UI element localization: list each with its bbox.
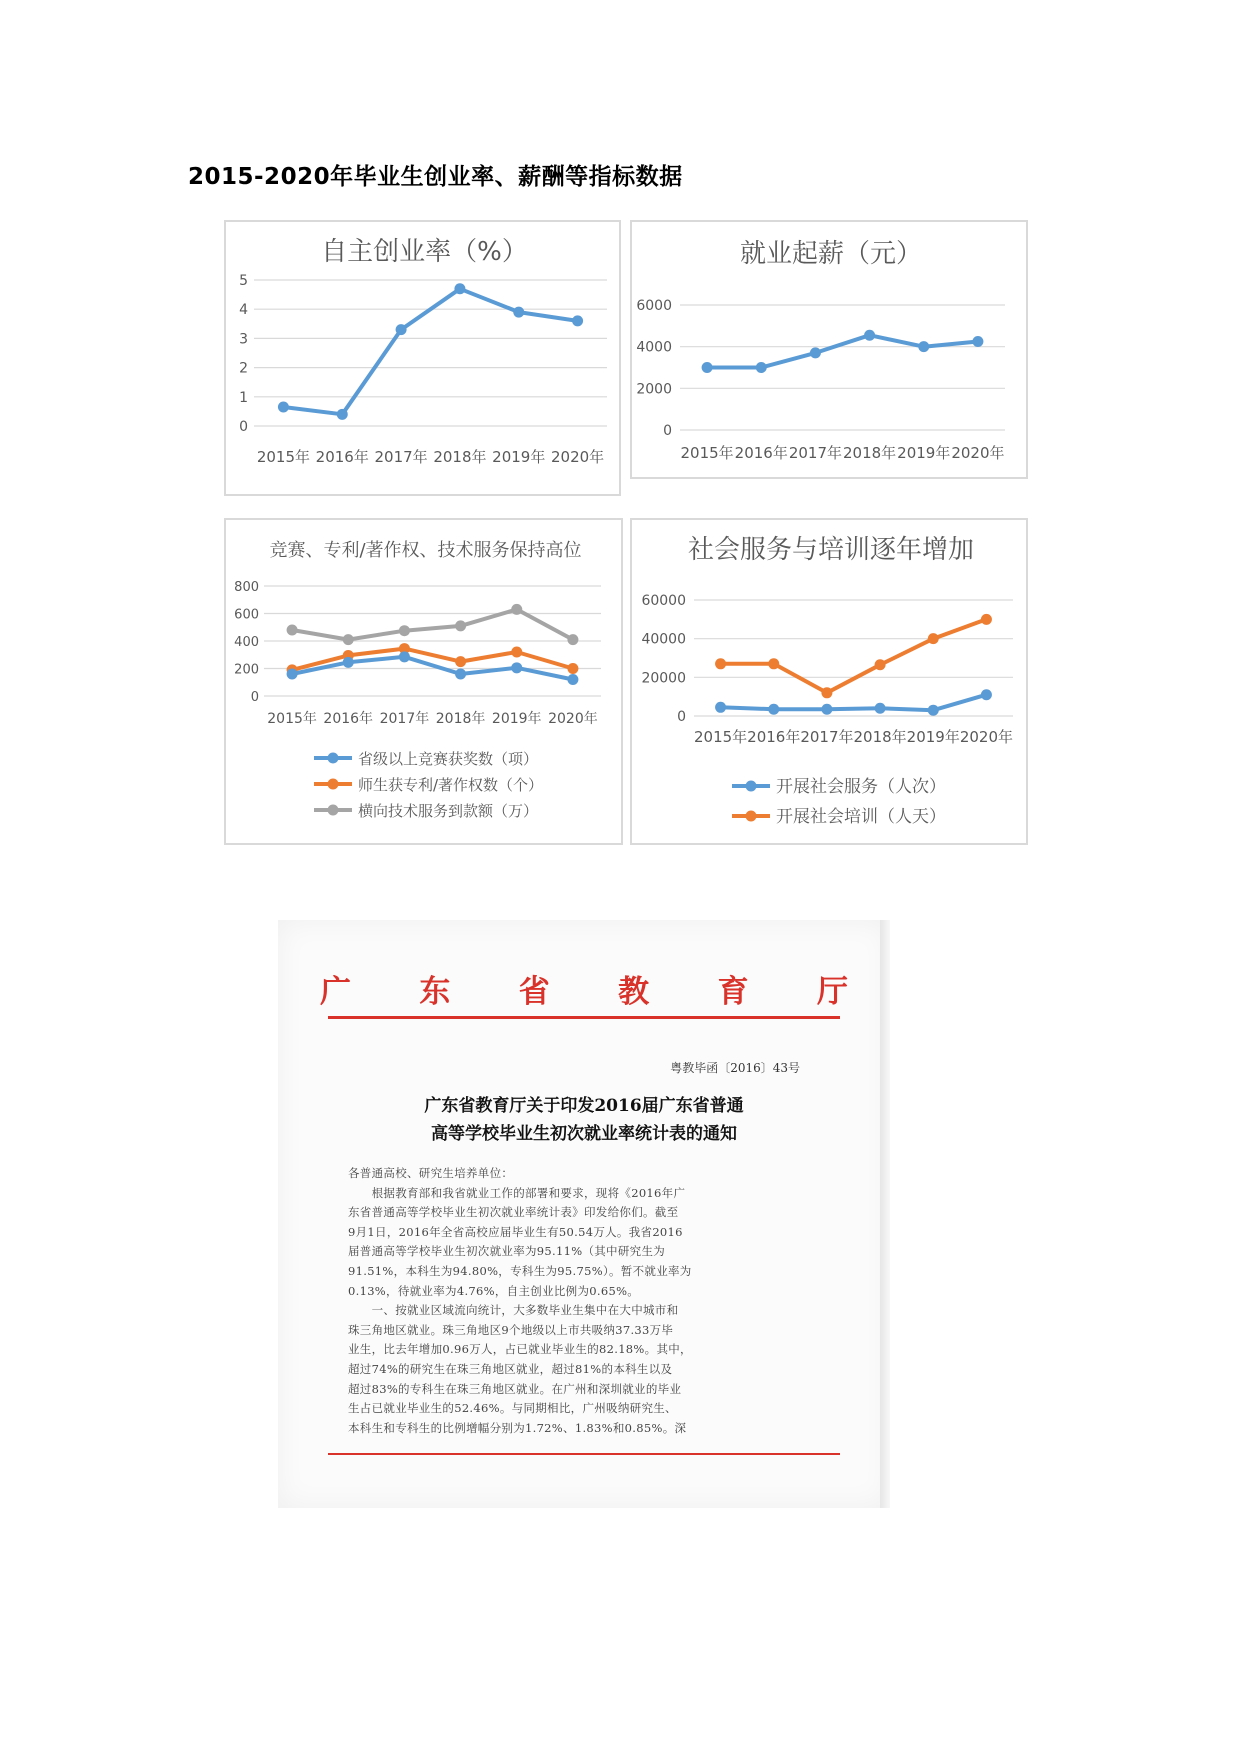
data-point [821, 704, 832, 715]
legend-label: 师生获专利/著作权数（个） [358, 776, 544, 794]
document-number: 粤教毕函〔2016〕43号 [670, 1061, 800, 1075]
body-line: 一、按就业区域流向统计，大多数毕业生集中在大中城市和 [348, 1303, 679, 1318]
series-line [283, 289, 577, 415]
y-tick-label: 4000 [636, 339, 672, 356]
data-point [972, 336, 983, 347]
chart-title: 竞赛、专利/著作权、技术服务保持高位 [269, 540, 582, 561]
y-tick-label: 200 [234, 662, 259, 678]
y-tick-label: 5 [239, 273, 248, 289]
data-point [918, 341, 929, 352]
body-line: 91.51%，本科生为94.80%，专科生为95.75%）。暂不就业率为 [348, 1263, 692, 1278]
y-tick-label: 600 [234, 607, 259, 623]
series-line [721, 695, 987, 711]
scan-edge [880, 920, 890, 1508]
issuer-char: 教 [618, 974, 650, 1010]
x-tick-label: 2017年 [374, 448, 428, 466]
body-line: 届普通高等学校毕业生初次就业率为95.11%（其中研究生为 [348, 1244, 666, 1259]
legend-marker [746, 781, 757, 792]
legend-label: 开展社会培训（人天） [776, 807, 946, 827]
body-line: 根据教育部和我省就业工作的部署和要求，现将《2016年广 [348, 1185, 686, 1200]
footer-red-rule [328, 1453, 840, 1455]
x-tick-label: 2016年 [323, 711, 374, 727]
data-point [572, 315, 583, 326]
y-tick-label: 4 [239, 302, 248, 319]
scanned-notice [278, 920, 890, 1508]
chart-panel-social-service [630, 518, 1028, 845]
body-line: 9月1日，2016年全省高校应届毕业生有50.54万人。我省2016 [348, 1224, 683, 1239]
y-tick-label: 6000 [636, 298, 672, 314]
issuer-char: 厅 [816, 974, 848, 1010]
data-point [810, 347, 821, 358]
y-tick-label: 2 [239, 360, 248, 377]
y-tick-label: 800 [234, 580, 259, 595]
data-point [875, 703, 886, 714]
data-point [455, 656, 466, 667]
x-tick-label: 2016年 [747, 728, 801, 746]
x-tick-label: 2018年 [435, 711, 486, 727]
data-point [981, 614, 992, 625]
x-tick-label: 2018年 [842, 444, 897, 462]
data-point [875, 659, 886, 670]
data-point [928, 705, 939, 716]
data-point [567, 663, 578, 674]
header-red-rule [328, 1016, 840, 1019]
legend-marker [328, 779, 339, 790]
series-line [707, 335, 978, 367]
heading-line-1: 广东省教育厅关于印发2016届广东省普通 [424, 1096, 744, 1116]
x-tick-label: 2015年 [680, 444, 734, 462]
chart-social-service [632, 520, 1030, 847]
y-tick-label: 20000 [641, 670, 686, 687]
x-tick-label: 2019年 [906, 728, 960, 746]
data-point [399, 651, 410, 662]
data-point [337, 409, 348, 420]
chart-startup-rate [226, 222, 623, 498]
body-line: 东省普通高等学校毕业生初次就业率统计表》印发给你们。截至 [348, 1205, 679, 1220]
x-tick-label: 2017年 [379, 711, 430, 727]
x-tick-label: 2016年 [734, 444, 788, 462]
data-point [702, 362, 713, 373]
legend-label: 省级以上竞赛获奖数（项） [358, 750, 539, 768]
x-tick-label: 2015年 [256, 448, 311, 466]
page-heading: 2015-2020年毕业生创业率、薪酬等指标数据 [188, 164, 683, 190]
chart-title: 自主创业率（%） [321, 237, 528, 267]
x-tick-label: 2019年 [897, 444, 951, 462]
body-line: 珠三角地区就业。珠三角地区9个地级以上市共吸纳37.33万毕 [348, 1322, 674, 1337]
document-issuer [320, 966, 848, 1011]
data-point [343, 657, 354, 668]
x-tick-label: 2020年 [548, 711, 598, 727]
body-line: 超过83%的专科生在珠三角地区就业。在广州和深圳就业的毕业 [348, 1381, 682, 1396]
data-point [287, 669, 298, 680]
legend-marker [328, 753, 339, 764]
heading-line-2: 高等学校毕业生初次就业率统计表的通知 [431, 1124, 737, 1144]
x-tick-label: 2018年 [853, 728, 907, 746]
data-point [715, 658, 726, 669]
data-point [768, 704, 779, 715]
chart-panel-startup-rate [224, 220, 621, 496]
data-point [756, 362, 767, 373]
y-tick-label: 3 [239, 331, 248, 348]
y-tick-label: 2000 [636, 381, 672, 398]
data-point [454, 283, 465, 294]
data-point [513, 307, 524, 318]
x-tick-label: 2017年 [800, 728, 854, 746]
data-point [928, 633, 939, 644]
data-point [511, 662, 522, 673]
issuer-char: 东 [419, 974, 451, 1010]
document-body [348, 1164, 810, 1438]
y-tick-label: 40000 [641, 631, 686, 648]
series-line [721, 619, 987, 693]
data-point [715, 702, 726, 713]
data-point [567, 674, 578, 685]
data-point [455, 620, 466, 631]
x-tick-label: 2016年 [315, 448, 369, 466]
issuer-char: 育 [717, 974, 749, 1010]
x-tick-label: 2020年 [959, 728, 1014, 746]
issuer-char: 省 [518, 974, 550, 1010]
x-tick-label: 2015年 [267, 711, 317, 727]
chart-panel-competitions [224, 518, 623, 845]
x-tick-label: 2019年 [492, 448, 546, 466]
data-point [567, 634, 578, 645]
body-line: 生占已就业毕业生的52.46%。与同期相比，广州吸纳研究生、 [348, 1401, 677, 1416]
x-tick-label: 2018年 [433, 448, 487, 466]
data-point [278, 402, 289, 413]
x-tick-label: 2019年 [491, 711, 542, 727]
data-point [399, 625, 410, 636]
x-tick-label: 2017年 [788, 444, 843, 462]
y-tick-label: 0 [239, 419, 248, 435]
data-point [768, 658, 779, 669]
chart-starting-salary [632, 222, 1030, 481]
x-tick-label: 2015年 [693, 728, 748, 746]
y-tick-label: 0 [250, 690, 259, 705]
data-point [396, 324, 407, 335]
body-line: 业生，比去年增加0.96万人，占已就业毕业生的82.18%。其中， [348, 1342, 692, 1357]
legend-label: 开展社会服务（人次） [776, 777, 946, 797]
data-point [511, 604, 522, 615]
data-point [455, 669, 466, 680]
data-point [287, 625, 298, 636]
body-line: 0.13%，待就业率为4.76%，自主创业比例为0.65%。 [348, 1283, 640, 1298]
data-point [343, 634, 354, 645]
chart-panel-starting-salary [630, 220, 1028, 479]
document-heading [318, 1092, 850, 1148]
y-tick-label: 0 [663, 423, 672, 439]
data-point [821, 687, 832, 698]
data-point [981, 689, 992, 700]
legend-marker [328, 805, 339, 816]
y-tick-label: 1 [239, 389, 248, 406]
issuer-char: 广 [320, 974, 351, 1010]
data-point [511, 647, 522, 658]
y-tick-label: 400 [234, 635, 259, 650]
data-point [864, 330, 875, 341]
x-tick-label: 2020年 [951, 444, 1005, 462]
legend-marker [746, 811, 757, 822]
x-tick-label: 2020年 [550, 448, 605, 466]
body-line: 各普通高校、研究生培养单位： [348, 1166, 514, 1180]
chart-title: 社会服务与培训逐年增加 [687, 535, 975, 565]
y-tick-label: 0 [677, 709, 686, 725]
chart-title: 就业起薪（元） [739, 239, 923, 269]
legend-label: 横向技术服务到款额（万） [358, 802, 539, 820]
body-line: 超过74%的研究生在珠三角地区就业，超过81%的本科生以及 [348, 1361, 673, 1376]
y-tick-label: 60000 [641, 593, 686, 609]
chart-competitions [226, 520, 625, 847]
body-line: 本科生和专科生的比例增幅分别为1.72%、1.83%和0.85%。深 [348, 1420, 687, 1435]
